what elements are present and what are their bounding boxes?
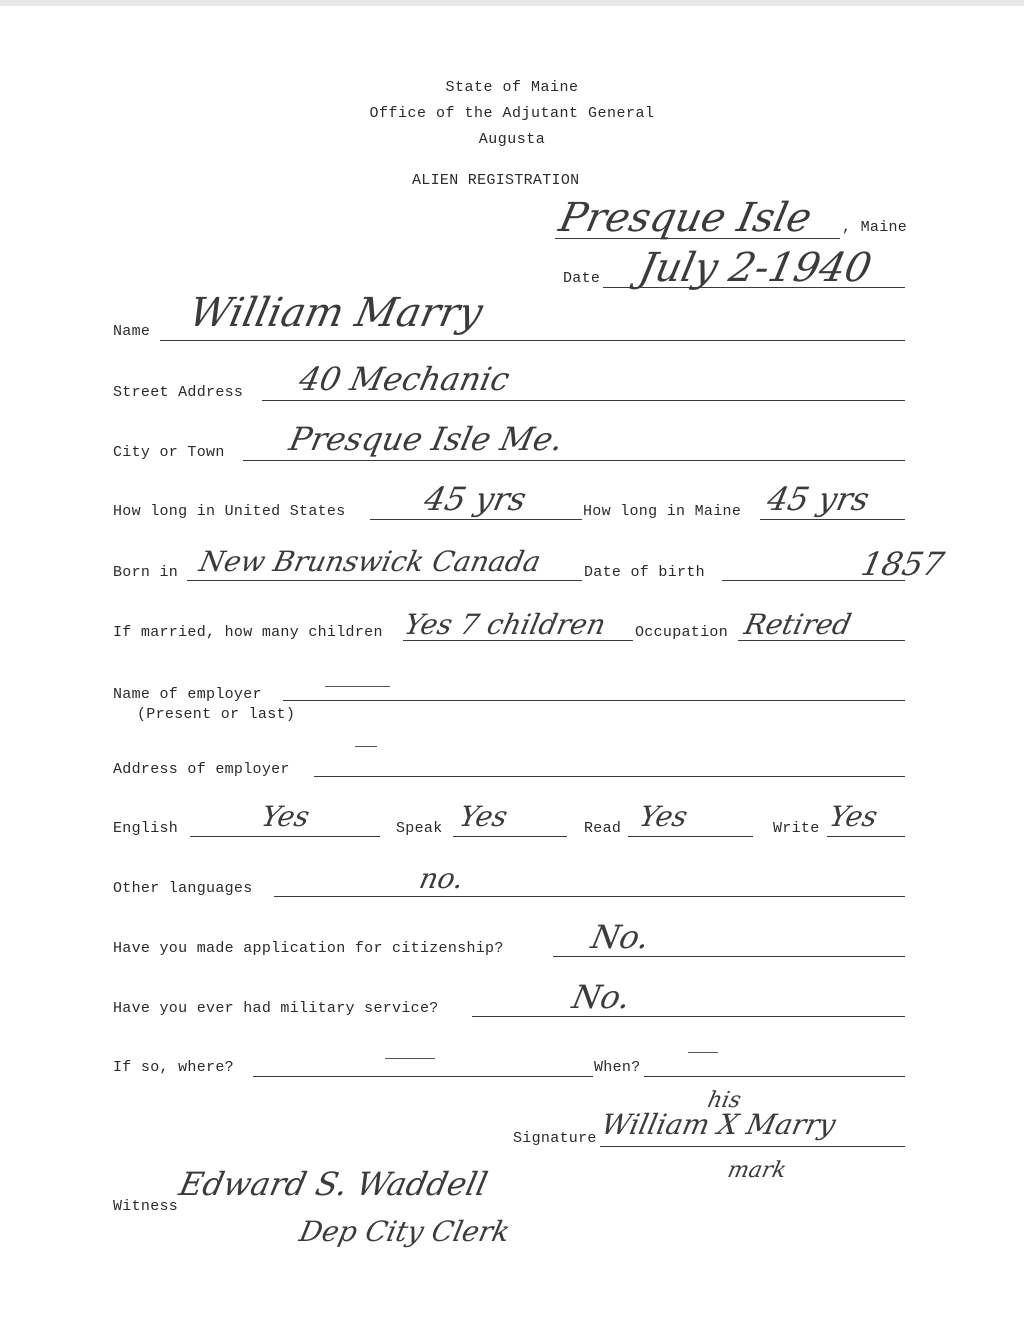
scan-edge — [0, 0, 1024, 6]
when-line — [644, 1076, 905, 1077]
write-label: Write — [773, 820, 820, 837]
name-label: Name — [113, 323, 151, 340]
witness-title-handwritten: Dep City Clerk — [296, 1215, 514, 1248]
write-handwritten: Yes — [826, 800, 881, 833]
employer-address-dash-handwritten — [355, 746, 377, 747]
how-long-maine-line — [760, 519, 905, 520]
how-long-maine-label: How long in Maine — [583, 503, 742, 520]
name-line — [160, 340, 905, 341]
speak-line — [453, 836, 567, 837]
header-state: State of Maine — [445, 79, 579, 96]
citizenship-label: Have you made application for citizenship? — [113, 940, 504, 957]
read-handwritten: Yes — [636, 800, 691, 833]
header-office: Office of the Adjutant General — [369, 105, 655, 122]
employer-line — [283, 700, 905, 701]
header-city: Augusta — [478, 131, 546, 148]
form-title: ALIEN REGISTRATION — [412, 172, 580, 189]
street-line — [262, 400, 905, 401]
speak-label: Speak — [396, 820, 443, 837]
location-town-handwritten: Presque Isle — [555, 195, 816, 241]
street-label: Street Address — [113, 384, 244, 401]
dob-label: Date of birth — [584, 564, 705, 581]
signature-name-handwritten: William X Marry — [598, 1108, 839, 1141]
read-line — [628, 836, 753, 837]
write-line — [827, 836, 905, 837]
born-in-label: Born in — [113, 564, 179, 581]
other-languages-line — [274, 896, 905, 897]
military-label: Have you ever had military service? — [113, 1000, 439, 1017]
born-in-handwritten: New Brunswick Canada — [196, 545, 544, 578]
street-handwritten: 40 Mechanic — [295, 360, 514, 398]
employer-label: Name of employer — [113, 686, 262, 703]
location-state-label: , Maine — [842, 219, 908, 236]
witness-label: Witness — [113, 1198, 179, 1215]
how-long-maine-handwritten: 45 yrs — [763, 480, 873, 518]
occupation-handwritten: Retired — [741, 608, 855, 641]
where-dash-handwritten — [385, 1058, 435, 1059]
how-long-us-label: How long in United States — [113, 503, 346, 520]
military-handwritten: No. — [568, 978, 634, 1016]
when-label: When? — [594, 1059, 641, 1076]
name-handwritten: William Marry — [185, 290, 487, 336]
employer-address-line — [314, 776, 905, 777]
other-languages-handwritten: no. — [416, 862, 467, 895]
other-languages-label: Other languages — [113, 880, 253, 897]
citizenship-line — [553, 956, 905, 957]
occupation-label: Occupation — [635, 624, 729, 641]
military-line — [472, 1016, 905, 1017]
born-in-line — [187, 580, 582, 581]
employer-address-label: Address of employer — [113, 761, 290, 778]
city-line — [243, 460, 905, 461]
employer-sub-label: (Present or last) — [137, 706, 296, 723]
married-handwritten: Yes 7 children — [401, 608, 609, 641]
english-handwritten: Yes — [258, 800, 313, 833]
employer-dash-handwritten — [325, 686, 390, 687]
when-dash-handwritten — [688, 1052, 718, 1053]
witness-name-handwritten: Edward S. Waddell — [175, 1165, 491, 1203]
signature-his-handwritten: his — [705, 1088, 744, 1113]
city-handwritten: Presque Isle Me. — [285, 420, 567, 458]
married-label: If married, how many children — [113, 624, 383, 641]
signature-label: Signature — [513, 1130, 597, 1147]
speak-handwritten: Yes — [456, 800, 511, 833]
date-label: Date — [563, 270, 601, 287]
citizenship-handwritten: No. — [587, 918, 653, 956]
city-label: City or Town — [113, 444, 225, 461]
where-line — [253, 1076, 593, 1077]
dob-handwritten: 1857 — [857, 545, 948, 583]
date-handwritten: July 2-1940 — [635, 245, 876, 291]
english-line — [190, 836, 380, 837]
signature-line — [600, 1146, 905, 1147]
english-label: English — [113, 820, 179, 837]
read-label: Read — [584, 820, 622, 837]
how-long-us-handwritten: 45 yrs — [420, 480, 530, 518]
where-label: If so, where? — [113, 1059, 234, 1076]
how-long-us-line — [370, 519, 582, 520]
signature-mark-handwritten: mark — [725, 1158, 789, 1183]
